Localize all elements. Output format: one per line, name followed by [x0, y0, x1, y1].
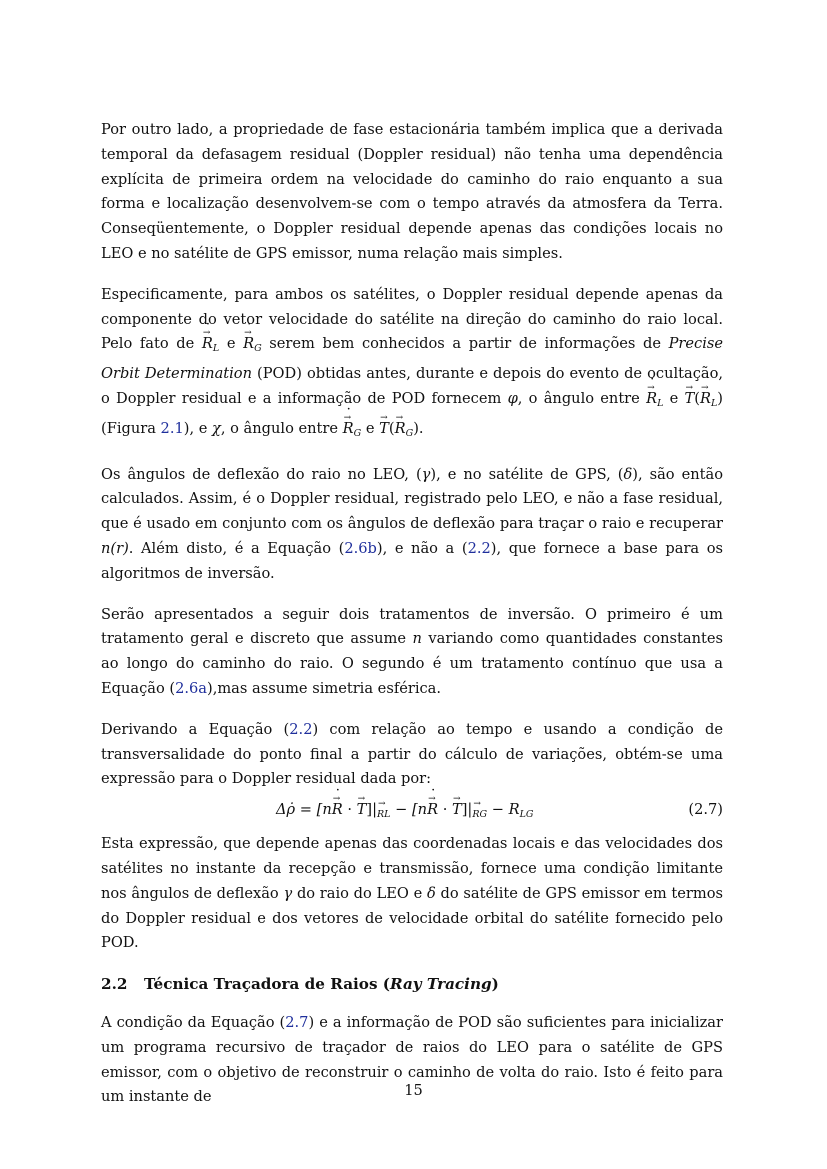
vector-r-dot: → R ·: [427, 798, 438, 823]
text-run: ) com relação ao tempo e usando a condição de transversalidade do ponto final a partir do cálculo de variações, obtém-se uma expressão para o Doppler residual dada por:: [101, 720, 723, 788]
section-title: Técnica Traçadora de Raios (: [144, 975, 390, 994]
subscript: [377, 809, 390, 820]
paragraph-stationary-phase: Por outro lado, a propriedade de fase estacionária também implica que a derivada temporal da defasagem residual (Doppler residual) não tenha uma dependência explícita de primeira ordem na velocidade do caminho do raio enquanto a sua forma e localização desenvolvem-se com o tempo através da atmosfera da Terra. Conseqüentemente, o Doppler residual depende apenas das condições locais no LEO e no satélite de GPS emissor, numa relação mais simples.: [101, 121, 723, 262]
text-run: Derivando a Equação (: [101, 720, 290, 738]
figure-reference-link[interactable]: 2.1: [160, 419, 184, 437]
equation-reference-link[interactable]: 2.7: [285, 1013, 309, 1031]
equation-number: (2.7): [688, 801, 723, 819]
text-run: . Além disto, é a Equação (: [128, 539, 345, 557]
text-run: Serão apresentados a seguir dois tratamentos de inversão. O primeiro é um tratamento geral e discreto que assume: [101, 605, 723, 648]
text-run: (Figura: [101, 419, 161, 437]
vector-r: → R: [700, 387, 711, 412]
vector-r-dot: → R ·: [243, 332, 254, 357]
vector-r-dot: → R ·: [343, 417, 354, 442]
section-title-italic: Ray Tracing: [389, 975, 492, 994]
text-run: e: [663, 389, 685, 407]
text-run: do raio do LEO e: [292, 884, 427, 902]
subscript: G: [254, 343, 262, 355]
equation-tail: − R: [487, 801, 520, 819]
vector-t: → T: [452, 798, 462, 823]
symbol-chi: χ: [212, 419, 221, 437]
symbol-gamma: γ: [283, 884, 293, 902]
vector-r: → R: [395, 417, 406, 442]
equation-reference-link[interactable]: 2.2: [289, 720, 313, 738]
subscript: [472, 809, 487, 820]
vector-r: → R: [377, 803, 384, 828]
subscript: L: [212, 343, 220, 355]
text-run: , o ângulo entre: [517, 389, 647, 407]
text-run: Esta expressão, que depende apenas das coordenadas locais e das velocidades dos satélites no instante da recepção e transmissão, fornece uma condição limitante nos ângulos de deflexão: [101, 835, 723, 902]
vector-r-dot: → R ·: [202, 332, 213, 357]
text-run: A condição da Equação (: [101, 1013, 286, 1031]
subscript-letter: L: [384, 809, 391, 821]
section-title-end: ): [491, 975, 499, 994]
subscript: G: [353, 427, 362, 439]
equation-minus: − [n: [390, 801, 428, 819]
text-run: ), que fornece a base para os algoritmos de inversão.: [101, 539, 724, 582]
equation-dot-operator: ·: [342, 801, 357, 819]
page-body: [101, 118, 723, 1126]
section-heading: [101, 972, 723, 997]
equation-body: [276, 798, 534, 828]
vector-t: → T: [357, 798, 367, 823]
text-run: Os ângulos de deflexão do raio no LEO, (: [101, 465, 422, 483]
vector-r: → R: [472, 803, 479, 828]
text-run: ), são então calculados. Assim, é o Doppler residual, registrado pelo LEO, e não a fase residual, que é usado em conjunto com os ângulos de deflexão para traçar o raio e recuperar: [101, 465, 723, 533]
text-run: serem bem conhecidos a partir de informações de: [261, 335, 669, 353]
symbol-gamma: γ: [421, 465, 431, 483]
equation-reference-link[interactable]: 2.2: [467, 539, 491, 557]
text-run: ), e no satélite de GPS, (: [430, 465, 624, 483]
text-run: ), e: [183, 419, 213, 437]
section-number: 2.2: [101, 975, 128, 994]
subscript: L: [657, 397, 664, 409]
text-run: ),mas assume simetria esférica.: [207, 679, 442, 697]
equation-lhs: Δρ̇ = [n: [276, 801, 332, 819]
symbol-delta: δ: [426, 884, 436, 902]
page-number: 15: [404, 1082, 423, 1099]
text-run: variando como quantidades constantes ao longo do caminho do raio. O segundo é um tratamento contínuo que usa a Equação (: [101, 630, 723, 697]
equation-bracket: ]|: [461, 801, 473, 819]
symbol-n-of-r: n(r): [101, 539, 129, 557]
subscript-letter: G: [479, 809, 488, 821]
text-run: e: [361, 419, 380, 437]
symbol-n: n: [412, 630, 422, 648]
symbol-phi: φ: [507, 389, 518, 407]
text-run: (POD) obtidas antes, durante e depois do evento de ocultação, o Doppler residual e a informação de POD fornecem: [101, 365, 723, 407]
paragraph-doppler-derivation: [101, 718, 723, 792]
symbol-delta: δ: [623, 465, 633, 483]
paragraph-deflection-angles: [101, 463, 723, 587]
vector-t: → T: [685, 387, 695, 412]
text-run: e: [219, 335, 244, 353]
equation-2-7: [101, 798, 723, 828]
text-run: ), e não a (: [376, 539, 468, 557]
vector-r-dot: → R ·: [332, 798, 343, 823]
text-run: ) e a informação de POD são suficientes para inicializar um programa recursivo de traçador de raios do LEO para o satélite de GPS emissor, com o objetivo de reconstruir o caminho de volta do raio. Isto é feito para um instante de: [101, 1013, 723, 1106]
text-run: Especificamente, para ambos os satélites, o Doppler residual depende apenas da componente do vetor velocidade do satélite na direção do caminho do raio local. Pelo fato de: [101, 285, 723, 353]
paragraph-inversion-treatments: [101, 603, 723, 702]
equation-reference-link[interactable]: 2.6b: [344, 539, 377, 557]
paragraph-doppler-components: Especificamente, para ambos os satélites, o Doppler residual depende apenas da componente do vetor velocidade do satélite na direção do caminho do raio local. Pelo fato de → $R \cdot_L$ $e \to R \cdot_G$ serem bem conhecidos a partir de informações de Precise Orbit Determination (POD) obtidas antes, durante e depois do evento de ocultação, o Doppler residual e a informação de POD fornecem φ, o ângulo entre → $R \cdot_L$ $e \to T(\to R_L)$ (Figura 2.1), e χ, o ângulo entre → $R \cdot_G$ $e \to T(\to R_G)$.: [101, 283, 723, 447]
italic-term: Precise Orbit Determination: [101, 335, 723, 383]
subscript: L: [710, 397, 718, 409]
text-run: .: [418, 419, 424, 437]
equation-reference-link[interactable]: 2.6a: [175, 679, 208, 697]
text-run: do satélite de GPS emissor em termos do Doppler residual e dos vetores de velocidade orbital do satélite fornecido pelo POD.: [101, 884, 724, 952]
subscript: LG: [519, 809, 534, 821]
text-run: , o ângulo entre: [220, 419, 343, 437]
subscript: G: [405, 427, 414, 439]
equation-dot-operator: ·: [438, 801, 452, 819]
vector-r-dot: → R ·: [646, 387, 657, 412]
equation-bracket: ]|: [366, 801, 377, 819]
paragraph-limiting-condition: [101, 832, 723, 956]
vector-t: → T: [379, 417, 389, 442]
